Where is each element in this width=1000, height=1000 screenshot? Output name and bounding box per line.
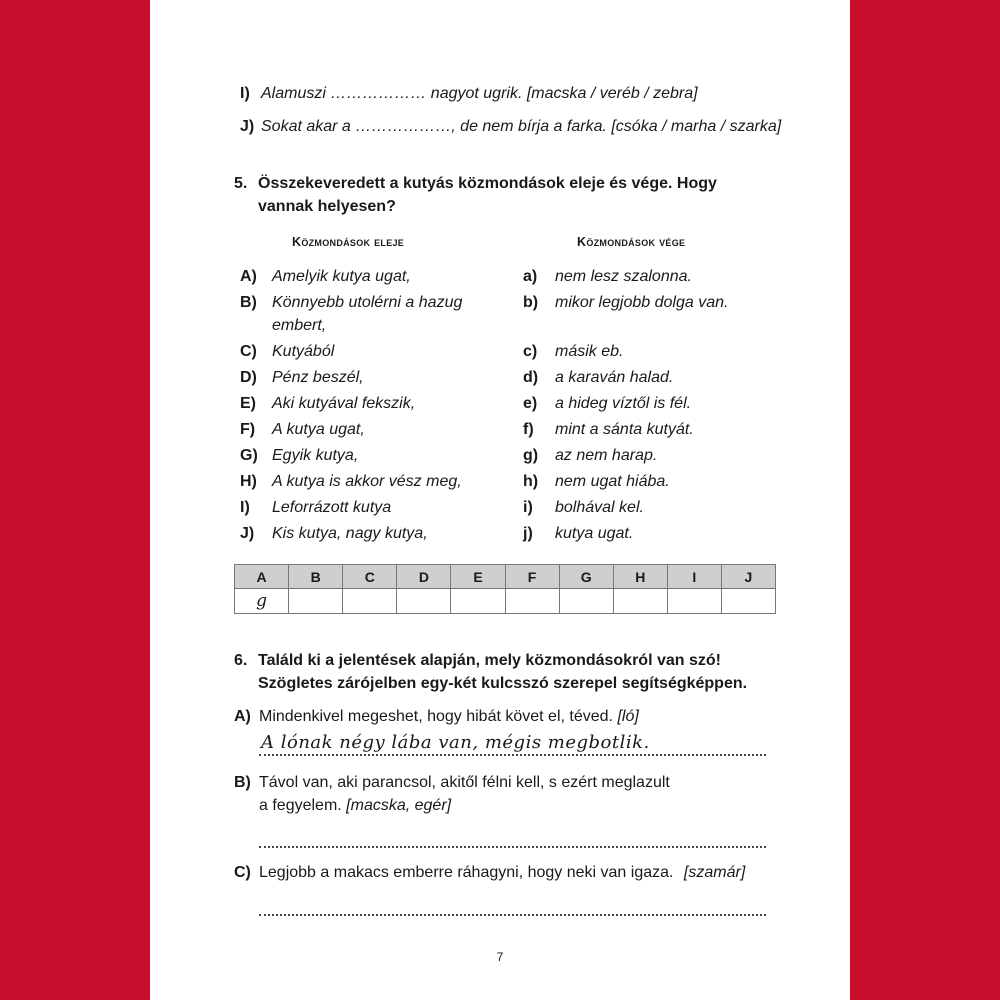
task6-item-a-letter: A) [234, 708, 251, 725]
left-item-letter: B) [240, 294, 257, 311]
task6-item-a-text [259, 708, 639, 726]
answer-table-header-cell: A [235, 565, 289, 589]
left-item-letter: H) [240, 473, 257, 490]
left-item-text: Kutyából [272, 343, 335, 360]
left-item-letter: G) [240, 447, 258, 464]
answer-table-header-cell: H [613, 565, 667, 589]
right-item-text: nem ugat hiába. [555, 473, 670, 490]
answer-cell[interactable] [505, 589, 559, 614]
answer-cell[interactable] [559, 589, 613, 614]
workbook-page [150, 0, 850, 1000]
right-item-letter: h) [523, 473, 539, 490]
task6-item-b-text-cont [259, 797, 451, 815]
answer-table-header-cell: E [451, 565, 505, 589]
left-item-letter: D) [240, 369, 257, 386]
answer-table-header-cell: G [559, 565, 613, 589]
task6-item-b-letter: B) [234, 774, 251, 791]
answer-cell[interactable] [343, 589, 397, 614]
answer-table [234, 564, 776, 614]
task6-number: 6. [234, 652, 248, 669]
right-item-letter: e) [523, 395, 538, 412]
answer-cell[interactable] [721, 589, 775, 614]
task6-item-c-hint: [szamár] [683, 864, 746, 881]
right-item-text: kutya ugat. [555, 525, 634, 542]
left-item-text: Amelyik kutya ugat, [272, 268, 411, 285]
task6-title-line2: Szögletes zárójelben egy-két kulcsszó szerepel segítségképpen. [258, 675, 748, 692]
left-item-text: A kutya ugat, [272, 421, 365, 438]
task6-item-c-letter: C) [234, 864, 251, 881]
prev-item-j-letter: J) [240, 118, 255, 135]
right-item-letter: j) [523, 525, 533, 542]
task5-title-line2: vannak helyesen? [258, 198, 396, 215]
prev-item-i-letter: I) [240, 85, 250, 102]
task6-item-a-handwritten-answer: A lónak négy lába van, mégis megbotlik. [261, 732, 650, 753]
task6-item-b-hint: [macska, egér] [346, 797, 452, 814]
page-number: 7 [496, 950, 504, 964]
answer-cell[interactable] [397, 589, 451, 614]
answer-cell[interactable] [451, 589, 505, 614]
task6-item-b-text: Távol van, aki parancsol, akitől félni kell, s ezért meglazult [259, 774, 670, 791]
task6-item-b-answer-line[interactable] [259, 826, 766, 848]
right-item-letter: b) [523, 294, 539, 311]
left-item-letter: C) [240, 343, 257, 360]
answer-table-header-row [235, 565, 776, 589]
answer-cell[interactable]: g [235, 589, 289, 614]
answer-table-header-cell: B [289, 565, 343, 589]
right-item-text: az nem harap. [555, 447, 658, 464]
task6-item-c-answer-line[interactable] [259, 894, 766, 916]
right-column-header [577, 235, 685, 249]
left-item-letter: F) [240, 421, 256, 438]
task6-item-b-meaning-cont: a fegyelem. [259, 797, 342, 814]
right-item-letter: f) [523, 421, 534, 438]
answer-cell[interactable] [289, 589, 343, 614]
prev-item-j-text: Sokat akar a ………………, de nem bírja a farka. [csóka / marha / szarka] [261, 118, 782, 135]
answer-table-header-cell: C [343, 565, 397, 589]
task6-item-a-hint: [ló] [617, 708, 639, 725]
right-item-text: nem lesz szalonna. [555, 268, 692, 285]
right-column-header-text: Közmondások vége [577, 235, 686, 249]
left-item-text: Leforrázott kutya [272, 499, 392, 516]
right-item-letter: a) [523, 268, 538, 285]
left-item-text: Aki kutyával fekszik, [272, 395, 416, 412]
right-item-letter: c) [523, 343, 538, 360]
left-item-text: Könnyebb utolérni a hazug [272, 294, 463, 311]
task6-item-a-answer-line[interactable] [259, 732, 766, 756]
task6-item-c-text [259, 864, 745, 882]
right-item-text: mikor legjobb dolga van. [555, 294, 729, 311]
task6-title-line1: Találd ki a jelentések alapján, mely közmondásokról van szó! [258, 652, 721, 669]
left-column-header-text: Közmondások eleje [292, 235, 405, 249]
task6-item-a-meaning: Mindenkivel megeshet, hogy hibát követ el, téved. [259, 708, 613, 725]
right-item-text: bolhával kel. [555, 499, 644, 516]
left-item-text: Egyik kutya, [272, 447, 359, 464]
left-item-letter: I) [240, 499, 250, 516]
right-item-text: a hideg víztől is fél. [555, 395, 692, 412]
right-item-text: a karaván halad. [555, 369, 674, 386]
prev-item-i-text: Alamuszi ……………… nagyot ugrik. [macska / veréb / zebra] [261, 85, 698, 102]
answer-cell[interactable] [613, 589, 667, 614]
left-item-text: A kutya is akkor vész meg, [272, 473, 462, 490]
answer-table-header-cell: F [505, 565, 559, 589]
answer-table-header-cell: D [397, 565, 451, 589]
right-item-text: mint a sánta kutyát. [555, 421, 694, 438]
answer-table-value-row [235, 589, 776, 614]
left-column-header [292, 235, 404, 249]
left-item-text: Kis kutya, nagy kutya, [272, 525, 428, 542]
answer-table-header-cell: J [721, 565, 775, 589]
left-item-letter: J) [240, 525, 255, 542]
right-item-letter: g) [523, 447, 539, 464]
left-item-text: Pénz beszél, [272, 369, 364, 386]
left-item-letter: E) [240, 395, 256, 412]
task6-item-c-meaning: Legjobb a makacs emberre ráhagyni, hogy neki van igaza. [259, 864, 674, 881]
left-item-text-cont: embert, [272, 317, 327, 334]
answer-table-header-cell: I [667, 565, 721, 589]
answer-cell[interactable] [667, 589, 721, 614]
left-item-letter: A) [240, 268, 257, 285]
right-item-text: másik eb. [555, 343, 624, 360]
task5-number: 5. [234, 175, 248, 192]
task5-title-line1: Összekeveredett a kutyás közmondások eleje és vége. Hogy [258, 175, 717, 192]
right-item-letter: i) [523, 499, 533, 516]
right-item-letter: d) [523, 369, 539, 386]
